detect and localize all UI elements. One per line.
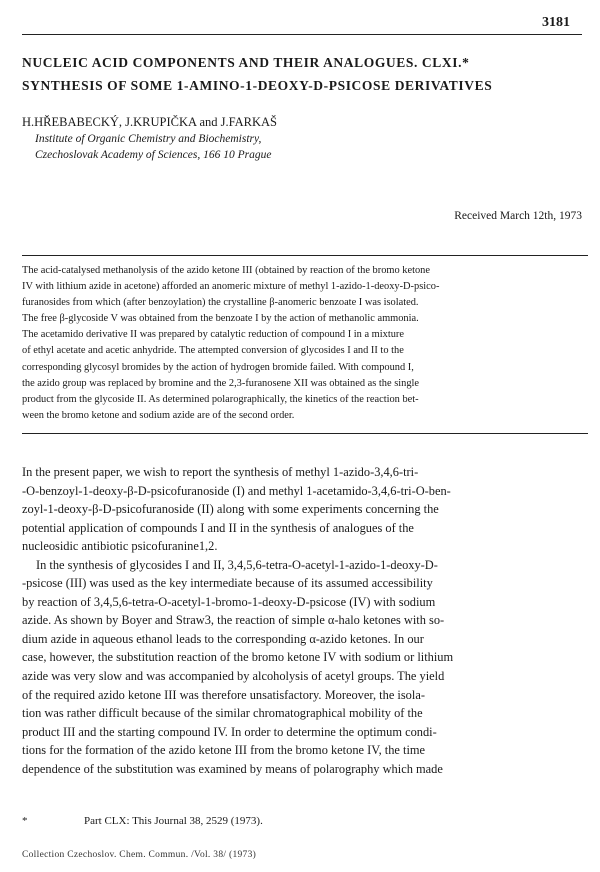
abstract-line: The acid-catalysed methanolysis of the azido ketone III (obtained by reaction of the bromo ketone [22,265,430,276]
body-line: In the synthesis of glycosides I and II, 3,4,5,6-tetra-O-acetyl-1-azido-1-deoxy-D- [36,557,438,572]
abstract-rule-bottom [22,433,588,434]
footnote [22,815,263,827]
header-rule [22,34,582,35]
body-line: by reaction of 3,4,5,6-tetra-O-acetyl-1-bromo-1-deoxy-D-psicose (IV) with sodium [22,594,436,609]
body-line: zoyl-1-deoxy-β-D-psicofuranoside (II) along with some experiments concerning the [22,502,439,517]
body-line: tion was rather difficult because of the similar chromatographical mobility of the [22,706,423,721]
abstract [22,263,588,424]
abstract-line: furanosides from which (after benzoylation) the crystalline β-anomeric benzoate I was isolated. [22,297,419,309]
body-line: dependence of the substitution was examined by means of polarography which made [22,761,443,776]
received-date: Received March 12th, 1973 [454,210,582,222]
body-line: potential application of compounds I and II in the synthesis of analogues of the [22,520,414,535]
abstract-line: The free β-glycoside V was obtained from the benzoate I by the action of methanolic ammonia. [22,313,419,325]
body-line: azide was very slow and was accompanied by alcoholysis of acetyl groups. The yield [22,669,445,684]
body-text [22,463,588,778]
body-line: case, however, the substitution reaction of the bromo ketone IV with sodium or lithium [22,650,454,665]
abstract-line: of ethyl acetate and acetic anhydride. The attempted conversion of glycosides I and II to the [22,345,404,357]
abstract-line: the azido group was replaced by bromine and the 2,3-furanosene XII was obtained as the single [22,377,420,389]
journal-citation: Collection Czechoslov. Chem. Commun. /Vol. 38/ (1973) [22,850,257,860]
abstract-rule-top [22,255,588,256]
footnote-marker: * [22,815,28,827]
body-line: product III and the starting compound IV. In order to determine the optimum condi- [22,724,437,739]
authors: H.HŘEBABECKÝ, J.KRUPIČKA and J.FARKAŠ [22,115,278,129]
body-line: -psicose (III) was used as the key intermediate because of its assumed accessibility [22,576,433,591]
abstract-line: product from the glycoside II. As determined polarographically, the kinetics of the reaction bet- [22,393,419,405]
body-line: nucleosidic antibiotic psicofuranine1,2. [22,539,218,554]
body-line: -O-benzoyl-1-deoxy-β-D-psicofuranoside (I) and methyl 1-acetamido-3,4,6-tri-O-ben- [22,483,451,498]
abstract-line: ween the bromo ketone and sodium azide are of the second order. [22,409,295,421]
abstract-line: IV with lithium azide in acetone) afforded an anomeric mixture of methyl 1-azido-1-deoxy-D-psico- [22,281,440,293]
body-line: of the required azido ketone III was therefore unsatisfactory. Moreover, the isola- [22,687,425,702]
body-line: tions for the formation of the azido ketone III from the bromo ketone IV, the time [22,743,426,758]
abstract-line: corresponding glycosyl bromides by the action of hydrogen bromide failed. With compound I, [22,361,414,373]
abstract-line: The acetamido derivative II was prepared by catalytic reduction of compound I in a mixture [22,329,404,341]
affiliation-line-1: Institute of Organic Chemistry and Biochemistry, [35,133,262,145]
footnote-text: Part CLX: This Journal 38, 2529 (1973). [84,815,263,827]
article-title-line-2: SYNTHESIS OF SOME 1-AMINO-1-DEOXY-D-PSICOSE DERIVATIVES [22,78,493,93]
page-number: 3181 [542,15,570,30]
body-line: In the present paper, we wish to report the synthesis of methyl 1-azido-3,4,6-tri- [22,465,419,479]
body-line: azide. As shown by Boyer and Straw3, the reaction of simple α-halo ketones with so- [22,613,445,628]
article-title-line-1: NUCLEIC ACID COMPONENTS AND THEIR ANALOGUES. CLXI.* [22,55,470,70]
body-line: dium azide in aqueous ethanol leads to the corresponding α-azido ketones. In our [22,631,424,646]
affiliation-line-2: Czechoslovak Academy of Sciences, 166 10 Prague [35,149,272,161]
